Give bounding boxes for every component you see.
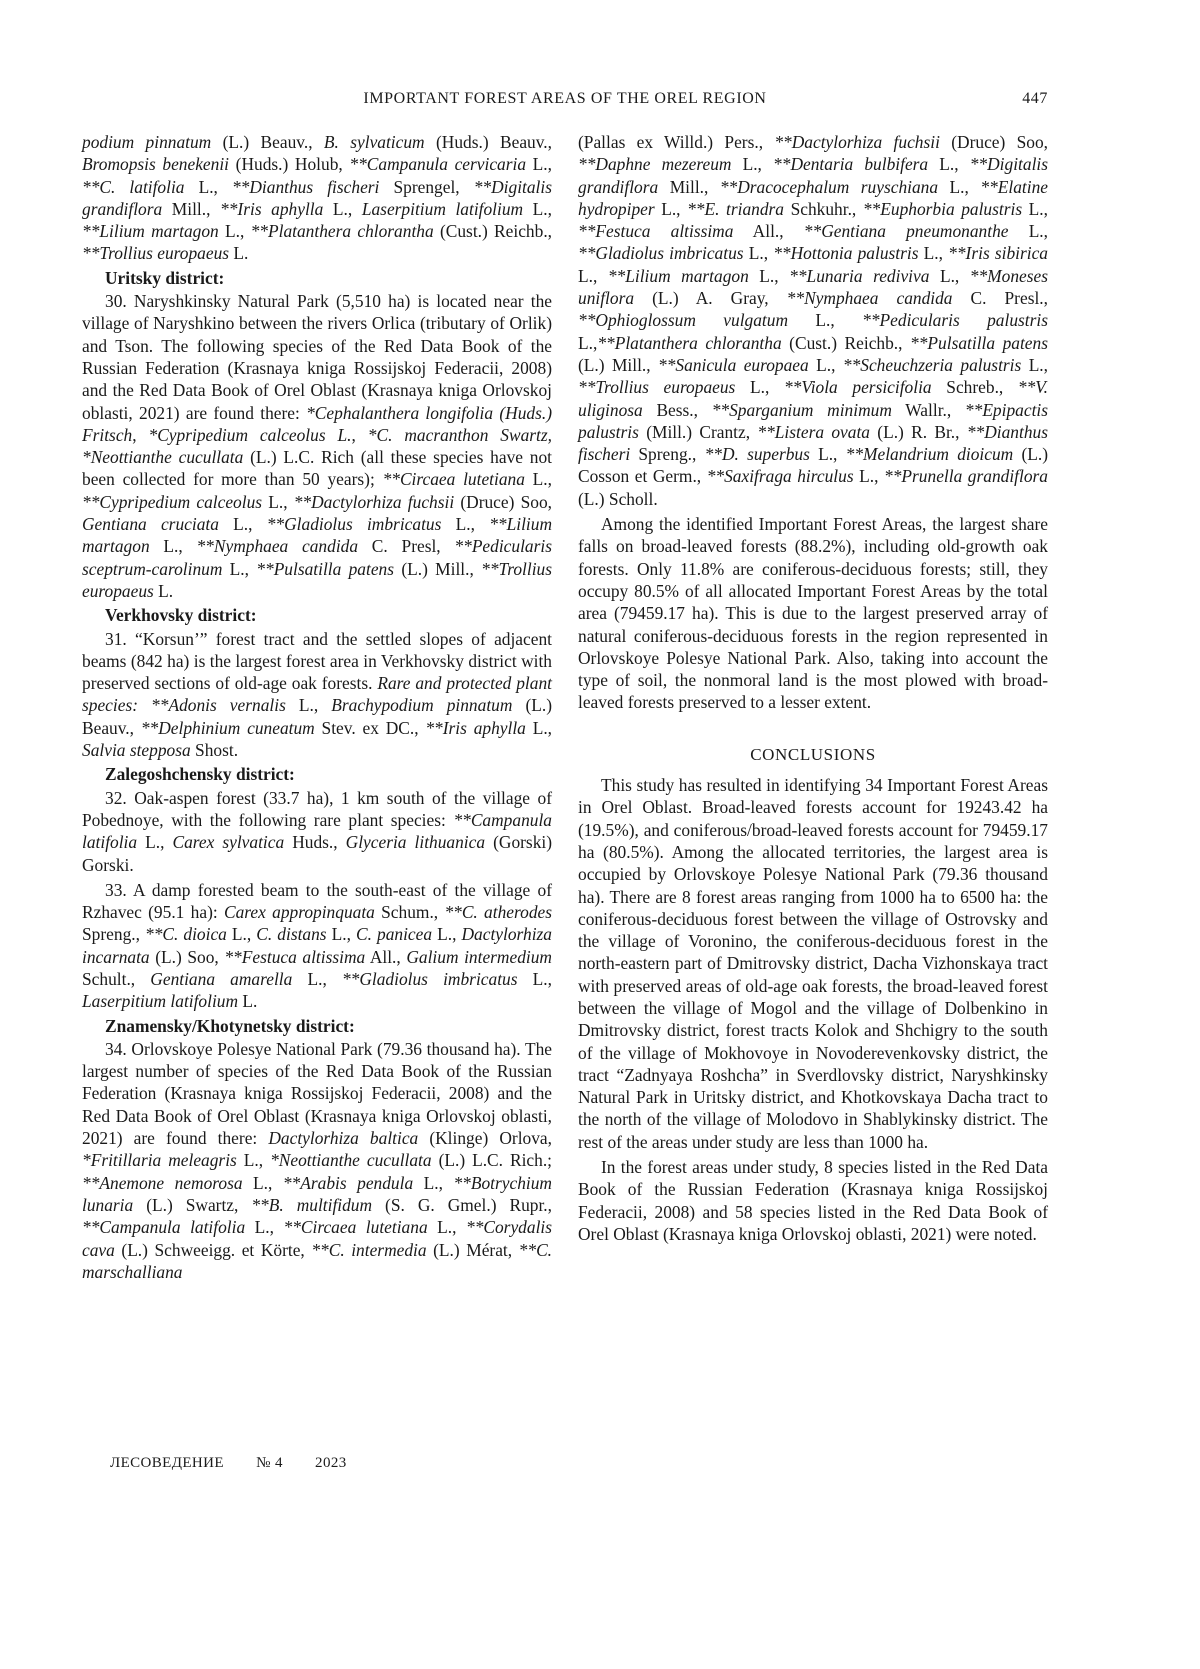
text-run: L.,	[137, 832, 172, 852]
text-run: (S. G. Gmel.) Rupr.,	[372, 1195, 552, 1215]
italic-text: *Fritillaria meleagris	[82, 1150, 237, 1170]
text-run: Among the identified Important Forest Areas, the largest share falls on broad-leaved forests (88.2%), including old-growth oak forests. Only 11.8% are coniferous-deciduous forests; still, they occupy 80.5% of all allocated Important Forest Areas by the total area (79459.17 ha). This is due to the largest preserved array of natural coniferous-deciduous forests in the region represented in Orlovskoye Polesye National Park. Also, taking into account the type of soil, the nonmoral land is the most plowed with broad-leaved forests preserved to a lesser extent.	[578, 514, 1048, 712]
text-run: L.,	[1021, 355, 1048, 375]
text-run: L.,	[428, 1217, 466, 1237]
text-run: Wallr.,	[892, 400, 965, 420]
text-run: (Druce) Soo,	[454, 492, 552, 512]
italic-text: Gentiana amarella	[150, 969, 292, 989]
text-run: C. Presl.,	[953, 288, 1049, 308]
italic-text: **Euphorbia palustris	[863, 199, 1022, 219]
italic-text: C. distans	[256, 924, 326, 944]
text-run: (L.) Mill.,	[578, 355, 658, 375]
journal-year: 2023	[315, 1455, 347, 1471]
italic-text: Dactylorhiza baltica	[268, 1128, 418, 1148]
text-run: L.,	[744, 243, 774, 263]
italic-text: Bromopsis benekenii	[82, 154, 229, 174]
italic-text: **Dianthus fischeri	[232, 177, 379, 197]
district-heading: Uritsky district:	[82, 267, 552, 289]
italic-text: **Trollius europaeus	[82, 559, 552, 601]
italic-text: B. sylvaticum	[324, 132, 425, 152]
text-run: 33. A damp forested beam to the south-east of the village of Rzhavec (95.1 ha):	[82, 880, 552, 922]
text-run: (Druce) Soo,	[940, 132, 1048, 152]
italic-text: *Cypripedium calceolus L.	[149, 425, 352, 445]
text-run: L.,	[735, 377, 784, 397]
text-run: L.,	[523, 199, 552, 219]
text-run: (L.) Scholl.	[578, 489, 658, 509]
text-run: L.,	[441, 514, 489, 534]
text-run: L.,	[578, 266, 608, 286]
text-run: L.,	[525, 469, 552, 489]
italic-text: **D. superbus	[705, 444, 810, 464]
text-run: (Cust.) Reichb.,	[434, 221, 552, 241]
italic-text: **Lilium martagon	[82, 221, 219, 241]
text-run: (L.) A. Gray,	[634, 288, 787, 308]
italic-text: **Festuca altissima	[224, 947, 365, 967]
italic-text: **Dianthus fischeri	[578, 422, 1048, 464]
text-run: L.,	[219, 221, 251, 241]
text-run: Spreng.,	[82, 924, 145, 944]
italic-text: **C. atherodes	[444, 902, 552, 922]
text-run: L.,	[222, 559, 256, 579]
italic-text: **Digitalis grandiflora	[578, 154, 1048, 196]
italic-text: **Pedicularis sceptrum-carolinum	[82, 536, 552, 578]
text-run: 31. “Korsun’” forest tract and the settled slopes of adjacent beams (842 ha) is the largest forest area in Verkhovsky district with preserved sections of old-age oak forests.	[82, 629, 552, 694]
italic-text: **Circaea lutetiana	[383, 469, 525, 489]
italic-text: **Epipactis palustris	[578, 400, 1048, 442]
text-run: L.	[229, 243, 248, 263]
text-run: L.,	[809, 355, 843, 375]
text-run: L.,	[323, 199, 361, 219]
italic-text: **Ophioglossum vulgatum	[578, 310, 788, 330]
paragraph	[82, 787, 552, 876]
district-heading: Verkhovsky district:	[82, 604, 552, 626]
text-run: Spreng.,	[630, 444, 704, 464]
text-run: L.,	[788, 310, 862, 330]
italic-text: **Festuca altissima	[578, 221, 733, 241]
italic-text: **Cypripedium calceolus	[82, 492, 262, 512]
text-run: (L.) L.C. Rich (all these species have not been collected for more than 50 years);	[82, 447, 552, 489]
italic-text: **Dactylorhiza fuchsii	[294, 492, 454, 512]
text-run: Schult.,	[82, 969, 150, 989]
text-run: L.,	[731, 154, 773, 174]
italic-text: **Moneses uniflora	[578, 266, 1048, 308]
left-column	[82, 131, 552, 1283]
italic-text: **Elatine hydropiper	[578, 177, 1048, 219]
italic-text: Carex sylvatica	[172, 832, 284, 852]
text-run: L.,	[327, 924, 356, 944]
italic-text: **Trollius europaeus	[82, 243, 229, 263]
italic-text: Laserpitium latifolium	[362, 199, 523, 219]
page-footer	[110, 1455, 375, 1472]
italic-text: **Scheuchzeria palustris	[843, 355, 1021, 375]
text-run: (L.) Mill.,	[394, 559, 481, 579]
text-run: L.,	[292, 969, 342, 989]
text-run: All.,	[365, 947, 406, 967]
text-run: (Gorski) Gorski.	[82, 832, 552, 874]
text-run: L.,	[854, 466, 884, 486]
paragraph	[578, 131, 1048, 510]
italic-text: **Pulsatilla patens	[256, 559, 394, 579]
text-run: (L.) L.C. Rich.;	[432, 1150, 552, 1170]
text-run: (Mill.) Crantz,	[639, 422, 757, 442]
text-run: Schum.,	[375, 902, 445, 922]
italic-text: **C. dioica	[145, 924, 227, 944]
paragraph	[82, 879, 552, 1013]
italic-text: **E. triandra	[687, 199, 784, 219]
italic-text: C. panicea	[356, 924, 432, 944]
page-number: 447	[1022, 90, 1048, 108]
running-title: IMPORTANT FOREST AREAS OF THE OREL REGION	[82, 90, 1048, 108]
italic-text: **Saxifraga hirculus	[707, 466, 854, 486]
text-run: L.,	[185, 177, 232, 197]
italic-text: **Platanthera chlorantha	[251, 221, 434, 241]
text-run: L.	[238, 991, 257, 1011]
italic-text: **C. intermedia	[311, 1240, 426, 1260]
text-run: L.,	[286, 695, 331, 715]
text-run: L.,	[526, 718, 552, 738]
text-run: Sprengel,	[379, 177, 473, 197]
italic-text: Galium intermedium	[406, 947, 552, 967]
text-run: L.,	[655, 199, 687, 219]
italic-text: **Gladiolus imbricatus	[342, 969, 518, 989]
italic-text: **Gladiolus imbricatus	[578, 243, 744, 263]
italic-text: **Digitalis grandiflora	[82, 177, 552, 219]
paragraph	[82, 290, 552, 602]
italic-text: **Lilium martagon	[82, 514, 552, 556]
text-run: Schkuhr.,	[784, 199, 863, 219]
text-run: L.,	[929, 266, 969, 286]
text-run: (L.) Soo,	[150, 947, 225, 967]
italic-text: Gentiana cruciata	[82, 514, 219, 534]
italic-text: **Campanula latifolia	[82, 810, 552, 852]
italic-text: **Delphinium cuneatum	[141, 718, 315, 738]
paragraph	[578, 513, 1048, 714]
text-run: (L.) Mérat,	[427, 1240, 519, 1260]
text-run: Stev. ex DC.,	[315, 718, 426, 738]
italic-text: **Dentaria bulbifera	[773, 154, 928, 174]
text-run: L.,	[150, 536, 197, 556]
text-run: (L.) Schweeigg. et Körte,	[115, 1240, 311, 1260]
text-run: Bess.,	[643, 400, 712, 420]
italic-text: **Nymphaea candida	[196, 536, 358, 556]
italic-text: *Neottianthe cucullata	[270, 1150, 432, 1170]
italic-text: **C. marschalliana	[82, 1240, 552, 1282]
text-run: ,	[352, 425, 368, 445]
text-run: L.,	[243, 1173, 283, 1193]
italic-text: Rare and protected plant species: **Adonis vernalis	[82, 673, 552, 715]
italic-text: **Anemone nemorosa	[82, 1173, 243, 1193]
section-heading: CONCLUSIONS	[578, 744, 1048, 766]
italic-text: **Dracocephalum ruyschiana	[720, 177, 938, 197]
italic-text: **Lunaria rediviva	[789, 266, 929, 286]
italic-text: **Listera ovata	[757, 422, 870, 442]
text-run: (L.) Beauv.,	[82, 695, 552, 737]
italic-text: **Sparganium minimum	[712, 400, 892, 420]
text-run: L.,	[1009, 221, 1049, 241]
italic-text: **Sanicula europaea	[658, 355, 809, 375]
text-run: L.,	[928, 154, 970, 174]
italic-text: *C. macranthon Swartz, *Neottianthe cucullata	[82, 425, 552, 467]
italic-text: **Iris aphylla	[220, 199, 323, 219]
italic-text: **Platanthera chlorantha	[597, 333, 781, 353]
italic-text: Carex appropinquata	[224, 902, 375, 922]
italic-text: **Gladiolus imbricatus	[267, 514, 442, 534]
text-run: (Klinge) Orlova,	[418, 1128, 552, 1148]
italic-text: **Gentiana pneumonanthe	[804, 221, 1009, 241]
text-run: 34. Orlovskoye Polesye National Park (79.36 thousand ha). The largest number of species of the Red Data Book of the Russian Federation (Krasnaya kniga Rossijskoj Federacii, 2008) and the Red Data Book of Orel Oblast (Krasnaya kniga Orlovskoj oblasti, 2021) are found there:	[82, 1039, 552, 1148]
italic-text: **Campanula latifolia	[82, 1217, 245, 1237]
text-run: (Huds.) Beauv.,	[425, 132, 552, 152]
italic-text: **Hottonia palustris	[773, 243, 918, 263]
italic-text: **Viola persicifolia	[784, 377, 932, 397]
text-run: This study has resulted in identifying 34 Important Forest Areas in Orel Oblast. Broad-leaved forests account for 19243.42 ha (19.5%), and coniferous/broad-leaved forests account for 79459.17 ha (80.5%). Among the allocated territories, the largest area is occupied by Orlovskoye Polesye National Park (79.36 thousand ha). There are 8 forest areas ranging from 1000 ha to 6500 ha: the coniferous-deciduous forest between the village of Ostrovsky and the village of Voronino, the coniferous-deciduous forest in the north-eastern part of Dmitrovsky district, Dacha Vizhonskaya tract with preserved areas of old-age oak forests, the broad-leaved forest between the village of Mogol and the village of Dolbenkino in Dmitrovsky district, forest tracts Kolok and Shchigry to the south of the village of Mokhovoye in Novoderevenkovsky district, the tract “Zadnyaya Roshcha” in Sverdlovsky district, Naryshkinsky Natural Park in Uritsky district, and Khotkovskaya Dacha tract to the north of the village of Molodovo in Shablykinsky district. The rest of the areas under study are less than 1000 ha.	[578, 775, 1048, 1152]
italic-text: **Arabis pendula	[283, 1173, 413, 1193]
italic-text: **Melandrium dioicum	[846, 444, 1014, 464]
district-heading: Znamensky/Khotynetsky district:	[82, 1015, 552, 1037]
paragraph	[82, 628, 552, 762]
italic-text: **Lilium martagon	[608, 266, 749, 286]
paragraph	[578, 1156, 1048, 1245]
italic-text: Brachypodium pinnatum	[331, 695, 512, 715]
italic-text: Dactylorhiza incarnata	[82, 924, 552, 966]
italic-text: **Nymphaea candida	[787, 288, 953, 308]
italic-text: **Circaea lutetiana	[284, 1217, 428, 1237]
text-run: (Pallas ex Willd.) Pers.,	[578, 132, 774, 152]
text-run: L.,	[237, 1150, 270, 1170]
text-run: (L.) Swartz,	[133, 1195, 251, 1215]
paragraph	[82, 131, 552, 265]
italic-text: **Campanula cervicaria	[349, 154, 526, 174]
italic-text: podium pinnatum	[82, 132, 211, 152]
paragraph	[82, 1038, 552, 1283]
text-run: All.,	[733, 221, 803, 241]
text-run: L.,	[526, 154, 552, 174]
italic-text: **Daphne mezereum	[578, 154, 731, 174]
italic-text: **B. multifidum	[251, 1195, 372, 1215]
text-run: 32. Oak-aspen forest (33.7 ha), 1 km south of the village of Pobednoye, with the following rare plant species:	[82, 788, 552, 830]
italic-text: **C. latifolia	[82, 177, 185, 197]
italic-text: **Dactylorhiza fuchsii	[774, 132, 940, 152]
text-run: Huds.,	[284, 832, 345, 852]
italic-text: **Corydalis cava	[82, 1217, 552, 1259]
italic-text: Glyceria lithuanica	[346, 832, 485, 852]
text-run: L.,	[219, 514, 267, 534]
italic-text: *Cephalanthera longifolia (Huds.) Fritsch	[82, 403, 552, 445]
text-run: C. Presl,	[358, 536, 454, 556]
text-run: L.,	[810, 444, 846, 464]
text-run: L.,	[432, 924, 461, 944]
italic-text: **Prunella grandiflora	[884, 466, 1048, 486]
journal-issue: № 4	[256, 1455, 283, 1471]
text-run: (L.) Beauv.,	[211, 132, 324, 152]
text-run: L.,	[938, 177, 980, 197]
italic-text: **V. uliginosa	[578, 377, 1048, 419]
text-run: L.,	[262, 492, 294, 512]
italic-text: **Iris sibirica	[948, 243, 1048, 263]
text-run: (Huds.) Holub,	[229, 154, 349, 174]
text-run: Mill.,	[162, 199, 220, 219]
text-run: L.,	[518, 969, 552, 989]
italic-text: **Botrychium lunaria	[82, 1173, 552, 1215]
italic-text: **Pulsatilla patens	[910, 333, 1048, 353]
text-run: L.,	[1022, 199, 1048, 219]
running-header	[82, 90, 1048, 114]
paragraph	[578, 774, 1048, 1153]
text-run: (Cust.) Reichb.,	[782, 333, 910, 353]
text-run: 30. Naryshkinsky Natural Park (5,510 ha) is located near the village of Naryshkino between the rivers Orlica (tributary of Orlik) and Tson. The following species of the Red Data Book of the Russian Federation (Krasnaya kniga Rossijskoj Federacii, 2008) and the Red Data Book of Orel Oblast (Krasnaya kniga Orlovskoj oblasti, 2021) are found there:	[82, 291, 552, 422]
italic-text: Salvia stepposa	[82, 740, 191, 760]
text-run: L.,	[227, 924, 256, 944]
text-run: L.,	[919, 243, 949, 263]
text-run: ,	[132, 425, 148, 445]
text-run: L.,	[245, 1217, 283, 1237]
text-run: (L.) R. Br.,	[870, 422, 967, 442]
text-run: Mill.,	[658, 177, 720, 197]
journal-name: ЛЕСОВЕДЕНИЕ	[110, 1455, 224, 1471]
right-column	[578, 131, 1048, 1245]
italic-text: Laserpitium latifolium	[82, 991, 238, 1011]
text-run: L.,	[413, 1173, 453, 1193]
text-run: Shost.	[191, 740, 238, 760]
text-run: In the forest areas under study, 8 species listed in the Red Data Book of the Russian Federation (Krasnaya kniga Rossijskoj Federacii, 2008) and 58 species listed in the Red Data Book of Orel Oblast (Krasnaya kniga Orlovskoj oblasti, 2021) were noted.	[578, 1157, 1048, 1244]
text-run: L.	[154, 581, 173, 601]
italic-text: **Pedicularis palustris	[862, 310, 1048, 330]
text-run: (L.) Cosson et Germ.,	[578, 444, 1048, 486]
italic-text: **Iris aphylla	[425, 718, 526, 738]
text-run: L.,	[578, 333, 597, 353]
district-heading: Zalegoshchensky district:	[82, 763, 552, 785]
text-run: Schreb.,	[932, 377, 1018, 397]
text-run: L.,	[749, 266, 789, 286]
italic-text: **Trollius europaeus	[578, 377, 735, 397]
